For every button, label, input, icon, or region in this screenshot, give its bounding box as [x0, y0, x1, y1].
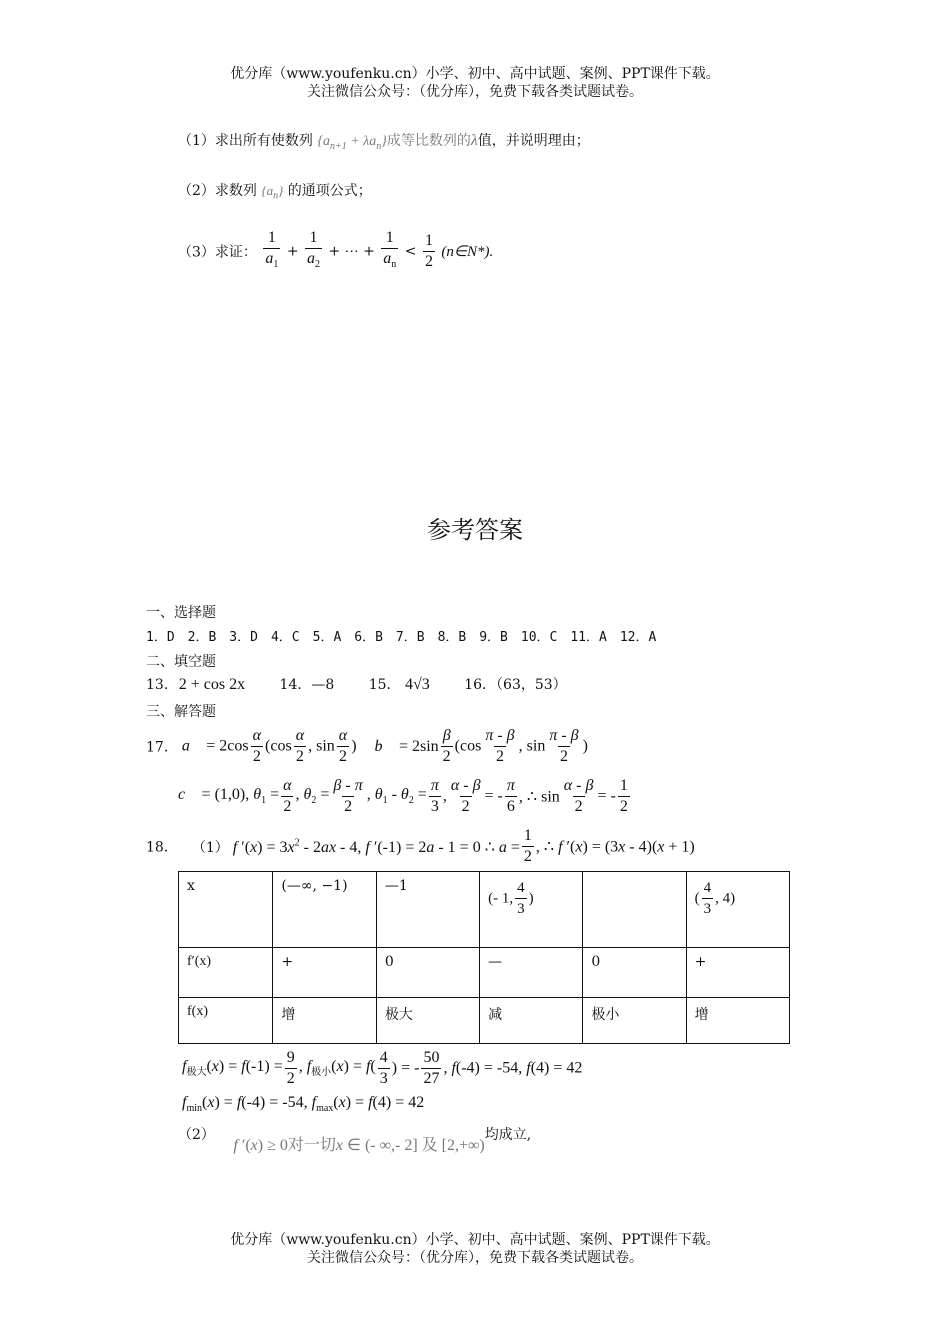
table-cell: ( $\frac{4}{3}$ , 4) — [686, 872, 789, 948]
table-row — [179, 948, 790, 998]
table-cell: + — [686, 948, 789, 998]
q17-line-1: 17． a⃗ = 2cos $\frac{\alpha}{2}$ (cos $\frac{\alpha}{2}$ , sin $\frac{\alpha}{2}$ ) b⃗ = 2sin $\frac{\beta}{2}$ (cos $\frac{\pi - \beta}{2}$ , sin $\frac{\pi - \beta}{2}$ ) — [146, 727, 588, 765]
q18-part-2-line: （2） f ′(x) ≥ 0对一切x ∈ (- ∞,- 2] 及 [2,+∞)均成立, — [178, 1127, 532, 1154]
answer-title: 参考答案 — [427, 516, 523, 544]
q18-part-1: （1） — [191, 839, 229, 856]
table-cell: + — [273, 948, 376, 998]
fill-15-label: 15． — [368, 677, 401, 693]
fill-16: 16．（63，53） — [464, 677, 567, 693]
header-line-1: 优分库（www.youfenku.cn）小学、初中、高中试题、案例、PPT课件下载。 — [230, 66, 720, 82]
footer-line-2: 关注微信公众号：（优分库），免费下载各类试题试卷。 — [307, 1250, 643, 1266]
extrema-line-1: $f_{极大}(x) = f(-1)$ = $\frac{9}{2}$ , $f_{极小}(x) = f$( $\frac{4}{3}$ ) = - $\frac{50}{27}$ , f(-4) = -54, f(4) = 42 — [182, 1049, 583, 1087]
table-cell: 0 — [376, 948, 479, 998]
choice-answers: 1．D 2．B 3．D 4．C 5．A 6．B 7．B 8．B 9．B 10．C 11．A 12．A — [146, 630, 657, 645]
table-cell: —1 — [376, 872, 479, 948]
lambda-symbol: λ — [470, 132, 478, 149]
problem-part-2: （2）求数列 $\{a_n\}$ 的通项公式； — [178, 183, 372, 202]
table-cell: f(x) — [179, 998, 273, 1044]
footer-line-1: 优分库（www.youfenku.cn）小学、初中、高中试题、案例、PPT课件下载。 — [230, 1232, 720, 1248]
problem-part-1-prefix: （1）求出所有使数列 — [178, 133, 313, 149]
fill-13-label: 13. — [146, 677, 169, 693]
q18-line-1: 18． （1） f $'(x) = 3x^2 - 2ax - 4$, f ′(-1) = 2a - 1 = 0 ∴ a = $\frac{1}{2}$ , ∴ f ′(x) = (3x - 4)(x + 1) — [146, 827, 695, 865]
table-cell: 极大 — [376, 998, 479, 1044]
problem-part-3-prefix: （3）求证： — [178, 244, 257, 261]
table-cell: — — [480, 948, 583, 998]
table-cell: (- 1, $\frac{4}{3}$ ) — [480, 872, 583, 948]
derivative-sign-table — [178, 871, 790, 1044]
header-line-2: 关注微信公众号：（优分库），免费下载各类试题试卷。 — [307, 84, 643, 100]
table-cell: 0 — [583, 948, 686, 998]
table-cell: x — [179, 872, 273, 948]
q17-line-2: c⃗ = (1,0), $\theta_1$ = $\frac{\alpha}{2}$ , $\theta_2$ = $\frac{\beta - \pi}{2}$ , $\theta_1 - \theta_2$ = $\frac{\pi}{3}$ , $\frac{\alpha - \beta}{2}$ = - $\frac{\pi}{6}$ , ∴ sin $\frac{\alpha - \beta}{2}$ = - $\frac{1}{2}$ — [178, 777, 628, 815]
choice-section-title: 一、选择题 — [146, 605, 216, 621]
q18-part-2-suffix: 均成立, — [484, 1127, 532, 1143]
table-cell: 减 — [480, 998, 583, 1044]
problem-part-2-suffix: 的通项公式； — [287, 183, 372, 199]
problem-part-1: （1）求出所有使数列 $\{a_{n+1} + \lambda a_n\}$成等比数列的λ值，并说明理由； — [178, 132, 590, 152]
table-cell: 增 — [686, 998, 789, 1044]
table-cell: (—∞, −1) — [273, 872, 376, 948]
fill-14: 14．—8 — [279, 677, 335, 693]
q17-label: 17． — [146, 739, 178, 756]
problem-part-3-tail: (n∈N*). — [441, 244, 494, 261]
q18-part-2: （2） — [178, 1127, 215, 1143]
problem-part-1-suffix: 值，并说明理由； — [477, 133, 590, 149]
table-row — [179, 872, 790, 948]
problem-part-3: （3）求证： $\frac{1}{a_1}$ + $\frac{1}{a_2}$ + ⋯ + $\frac{1}{a_n}$ < $\frac{1}{2}$ (n∈N*). — [178, 228, 493, 275]
problem-part-2-prefix: （2）求数列 — [178, 183, 257, 199]
fill-answers — [146, 674, 567, 694]
fill-13-value: 2 + cos 2x — [178, 676, 246, 693]
fill-section-title: 二、填空题 — [146, 654, 216, 670]
table-row — [179, 998, 790, 1044]
problem-part-1-grey: 成等比数列的 — [386, 133, 471, 149]
table-cell — [583, 872, 686, 948]
extrema-line-2: $f_{min}(x) = f(-4) = -54$, $f_{max}(x) = f(4) = 42$ — [182, 1094, 425, 1115]
table-cell: f′(x) — [179, 948, 273, 998]
fill-15-value: 4√3 — [405, 676, 430, 693]
solve-section-title: 三、解答题 — [146, 704, 216, 720]
q18-label: 18． — [146, 839, 178, 856]
table-cell: 极小 — [583, 998, 686, 1044]
table-cell: 增 — [273, 998, 376, 1044]
